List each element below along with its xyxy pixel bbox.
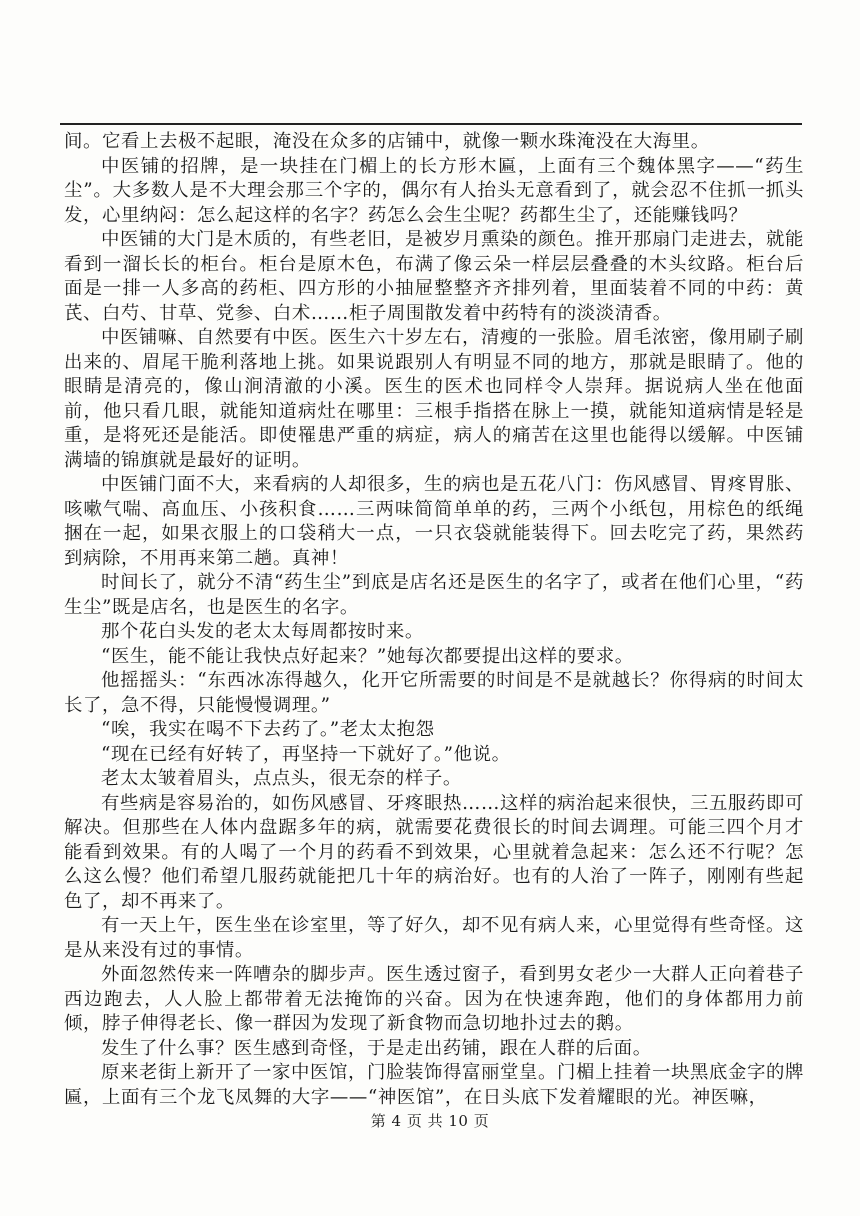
paragraph: 外面忽然传来一阵嘈杂的脚步声。医生透过窗子，看到男女老少一大群人正向着巷子西边跑去，人人脸上都带着无法掩饰的兴奋。因为在快速奔跑，他们的身体都用力前倾，脖子伸得老长、像一群因为发现了新食物而急切地扑过去的鹅。: [64, 964, 804, 1034]
paragraph: 有些病是容易治的，如伤风感冒、牙疼眼热……这样的病治起来很快，三五服药即可解决。但那些在人体内盘踞多年的病，就需要花费很长的时间去调理。可能三四个月才能看到效果。有的人喝了一个月的药看不到效果，心里就着急起来：怎么还不行呢？怎么这么慢？他们希望几服药就能把几十年的病治好。也有的人治了一阵子，刚刚有些起色了，却不再来了。: [64, 792, 804, 912]
paragraph: “医生，能不能让我快点好起来？”她每次都要提出这样的要求。: [101, 645, 634, 667]
paragraph: 间。它看上去极不起眼，淹没在众多的店铺中，就像一颗水珠淹没在大海里。: [64, 131, 710, 152]
paragraph: 发生了什么事？医生感到奇怪，于是走出药铺，跟在人群的后面。: [101, 1037, 652, 1059]
paragraph: 他摇摇头：“东西冰冻得越久，化开它所需要的时间是不是就越长？你得病的时间太长了，急不得，只能慢慢调理。”: [64, 670, 804, 716]
page-footer: 第 4 页 共 10 页: [370, 1112, 490, 1130]
paragraph: 中医铺的招牌，是一块挂在门楣上的长方形木匾，上面有三个魏体黑字——“药生尘”。大多数人是不大理会那三个字的，偶尔有人抬头无意看到了，就会忍不住抓一抓头发，心里纳闷：怎么起这样的名字？药怎么会生尘呢？药都生尘了，还能赚钱吗？: [64, 155, 804, 226]
paragraph: 中医铺的大门是木质的，有些老旧，是被岁月熏染的颜色。推开那扇门走进去，就能看到一溜长长的柜台。柜台是原木色，布满了像云朵一样层层叠叠的木头纹路。柜台后面是一排一人多高的药柜、四方形的小抽屉整整齐齐排列着，里面装着不同的中药：黄芪、白芍、甘草、党参、白术……柜子周围散发着中药特有的淡淡清香。: [64, 229, 804, 324]
paragraph: 老太太皱着眉头，点点头，很无奈的样子。: [101, 768, 462, 789]
paragraph: 中医铺门面不大，来看病的人却很多，生的病也是五花八门：伤风感冒、胃疼胃胀、咳嗽气喘、高血压、小孩积食……三两味简简单单的药，三两个小纸包，用棕色的纸绳捆在一起，如果衣服上的口袋稍大一点，一只衣袋就能装得下。回去吃完了药，果然药到病除，不用再来第二趟。真神！: [64, 474, 804, 569]
paragraph: “唉，我实在喝不下去药了。”老太太抱怨: [101, 719, 435, 740]
paragraph: 中医铺嘛、自然要有中医。医生六十岁左右，清瘦的一张脸。眉毛浓密，像用刷子刷出来的、眉尾干脆利落地上挑。如果说跟别人有明显不同的地方，那就是眼睛了。他的眼睛是清亮的，像山涧清澈的小溪。医生的医术也同样令人崇拜。据说病人坐在他面前，他只看几眼，就能知道病灶在哪里：三根手指搭在脉上一摸，就能知道病情是轻是重，是将死还是能活。即使罹患严重的病症，病人的痛苦在这里也能得以缓解。中医铺满墙的锦旗就是最好的证明。: [64, 327, 804, 471]
article-body: [64, 130, 804, 1110]
top-rule: [60, 123, 802, 125]
paragraph: 有一天上午，医生坐在诊室里，等了好久，却不见有病人来，心里觉得有些奇怪。这是从来没有过的事情。: [64, 915, 804, 961]
paragraph: “现在已经有好转了，再坚持一下就好了。”他说。: [101, 743, 511, 765]
paragraph: 时间长了，就分不清“药生尘”到底是店名还是医生的名字了，或者在他们心里，“药生尘”既是店名，也是医生的名字。: [64, 572, 804, 618]
paragraph: 那个花白头发的老太太每周都按时来。: [101, 621, 424, 642]
paragraph: 原来老街上新开了一家中医馆，门脸装饰得富丽堂皇。门楣上挂着一块黑底金字的牌匾，上面有三个龙飞凤舞的大字——“神医馆”，在日头底下发着耀眼的光。神医嘛，: [64, 1062, 804, 1108]
